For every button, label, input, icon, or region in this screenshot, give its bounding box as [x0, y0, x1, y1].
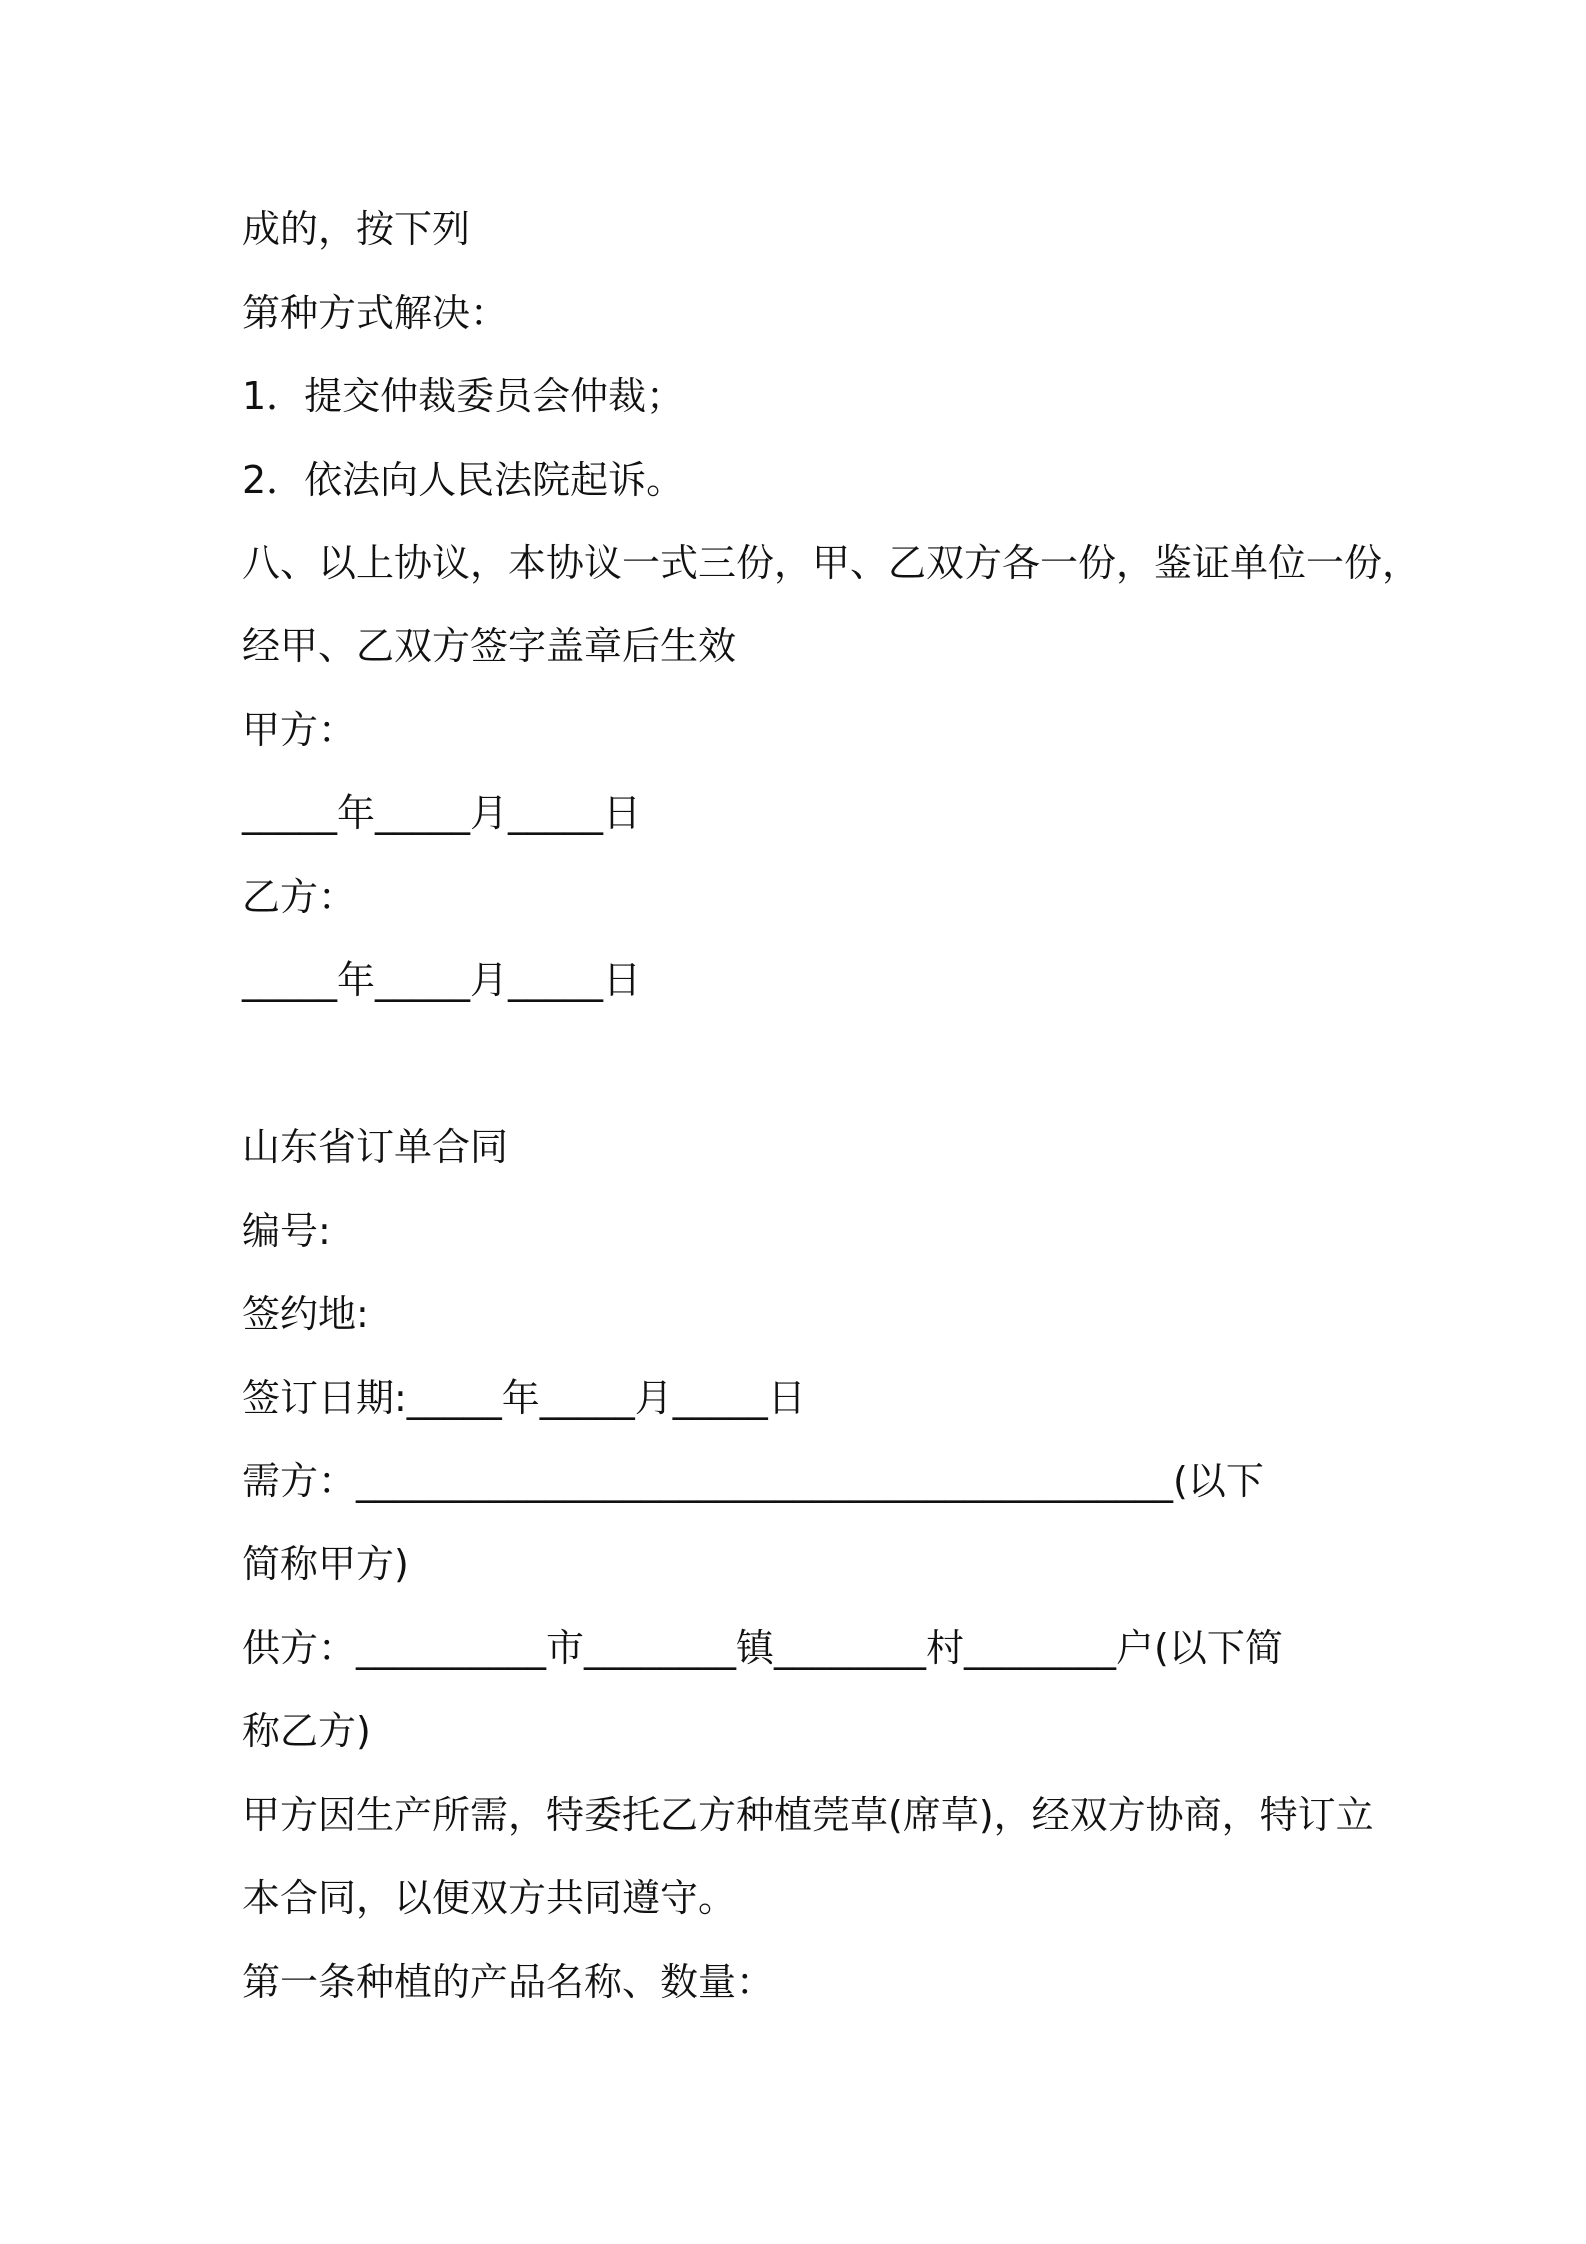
text-line: 第种方式解决： — [242, 291, 509, 335]
party-a-label: 甲方： — [242, 708, 357, 752]
signing-place-label: 签约地: — [242, 1292, 369, 1336]
clause-paragraph: 八、以上协议，本协议一式三份，甲、乙双方各一份，鉴证单位一份， — [242, 541, 1421, 585]
contract-title: 山东省订单合同 — [242, 1125, 509, 1169]
list-item: 2．依法向人民法院起诉。 — [242, 458, 685, 502]
article-heading: 第一条种植的产品名称、数量： — [242, 1960, 775, 2004]
signing-date-line: 签订日期:_____年_____月_____日 — [242, 1376, 806, 1420]
preamble-paragraph: 甲方因生产所需，特委托乙方种植莞草(席草)，经双方协商，特订立 — [242, 1793, 1374, 1837]
preamble-paragraph: 本合同，以便双方共同遵守。 — [242, 1876, 737, 1920]
supplier-line: 供方：__________市________镇________村________户(以下简 — [242, 1626, 1283, 1670]
buyer-line: 需方：___________________________________________(以下 — [242, 1459, 1264, 1503]
clause-paragraph: 经甲、乙双方签字盖章后生效 — [242, 624, 737, 668]
contract-number-label: 编号: — [242, 1209, 331, 1253]
date-blank: _____年_____月_____日 — [242, 791, 642, 835]
text-line: 成的，按下列 — [242, 207, 471, 251]
supplier-line-cont: 称乙方) — [242, 1709, 371, 1753]
party-b-label: 乙方： — [242, 875, 357, 919]
buyer-line-cont: 简称甲方) — [242, 1542, 409, 1586]
date-blank: _____年_____月_____日 — [242, 958, 642, 1002]
list-item: 1．提交仲裁委员会仲裁； — [242, 374, 685, 418]
